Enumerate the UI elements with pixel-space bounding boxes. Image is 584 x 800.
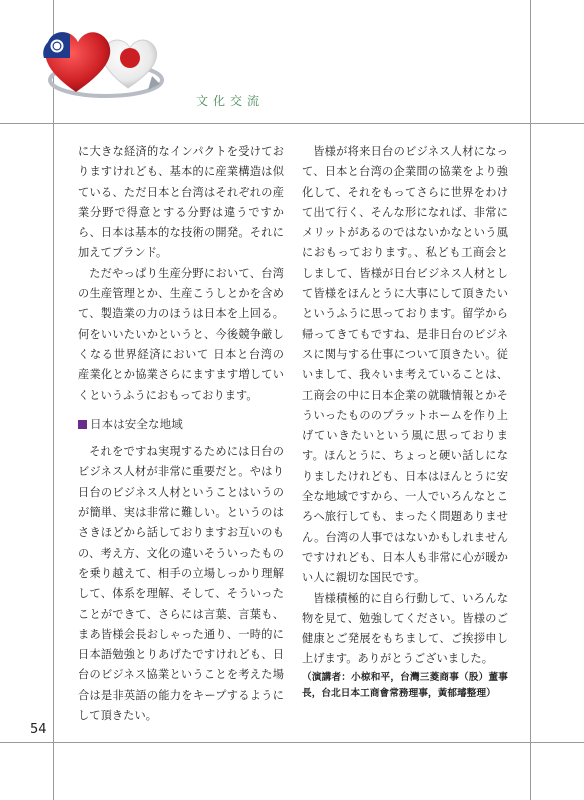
- japan-flag-heart-icon: [103, 40, 157, 88]
- left-column: [78, 142, 284, 726]
- page-number: 54: [30, 722, 47, 737]
- crop-line-top: [0, 123, 584, 124]
- heading-marker-icon: [78, 420, 87, 429]
- crop-line-bottom: [0, 742, 584, 743]
- crop-line-right: [530, 0, 531, 800]
- left-paragraph-1: に大きな経済的なインパクトを受けておりますけれども、基本的に産業構造は似ている、ただ日本と台湾はそれぞれの産業分野で得意とする分野は違うですから、日本は基本的な技術の開発。それに加えてブランド。: [78, 145, 284, 260]
- left-paragraph-3: それをですね実現するためには日台のビジネス人材が非常に重要だと。やはり日台のビジネス人材ということはいうのが簡単、実は非常に難しい。というのはさきほどから話しておりますお互いのもの、考え方、文化の違いそういったものを乗り越えて、相手の立場しっかり理解して、体系を理解、そして、そういったことができて、さらには言葉、言葉も、まあ皆様会長おしゃった通り、一時的に日本語勉強とりあげたですけれども、日台のビジネス協業ということを考えた場合は是非英語の能力をキープするようにして頂きたい。: [78, 445, 284, 723]
- right-column: [302, 142, 508, 702]
- left-paragraph-2: ただやっぱり生産分野において、台湾の生産管理とか、生産こうしとかを含めて、製造業の力のほうは日本を上回る。何をいいたいかというと、今後競争厳しくなる世界経済において 日本と台湾の産業化とか協業さらにますます増していくというふうにおもっております。: [78, 266, 284, 402]
- right-paragraph-2: 皆様積極的に自ら行動して、いろんな物を見て、勉強してください。皆様のご健康とご発展をもちまして、ご挨拶申し上げます。ありがとうございました。: [302, 591, 508, 666]
- speaker-credit: （演講者：小椋和平，台灣三菱商事（股）董事長，台北日本工商會常務理事，黃郁璿整理）: [302, 671, 508, 699]
- culture-exchange-logo: [36, 14, 166, 106]
- right-paragraph-1: 皆様が将来日台のビジネス人材になって、日本と台湾の企業間の協業をより強化して、それをもってさらに世界をわけて出て行く、そんな形になれば、非常にメリットがあるのではないかなという風におもっております。、私ども工商会としまして、皆様が日台ビジネス人材として皆様をほんとうに大事にして頂きたいというふうに思っております。留学から帰ってきてもですね、是非日台のビジネスに関与する仕事について頂きたい。従いまして、我々いま考えていることは、工商会の中に日本企業の就職情報とかそういったもののプラットホームを作り上げていきたいという風に思っております。ほんとうに、ちょっと硬い話しになりましたけれども、日本はほんとうに安全な地域ですから、一人でいろんなところへ旅行しても、まったく問題ありません。台湾の人事ではないかもしれませんですけれども、日本人も非常に心が暖かい人に親切な国民です。: [302, 145, 508, 585]
- section-heading: [78, 414, 284, 434]
- section-heading-text: 日本は安全な地域: [90, 416, 183, 431]
- crop-line-left: [53, 0, 54, 800]
- section-title: 文化交流: [196, 94, 265, 108]
